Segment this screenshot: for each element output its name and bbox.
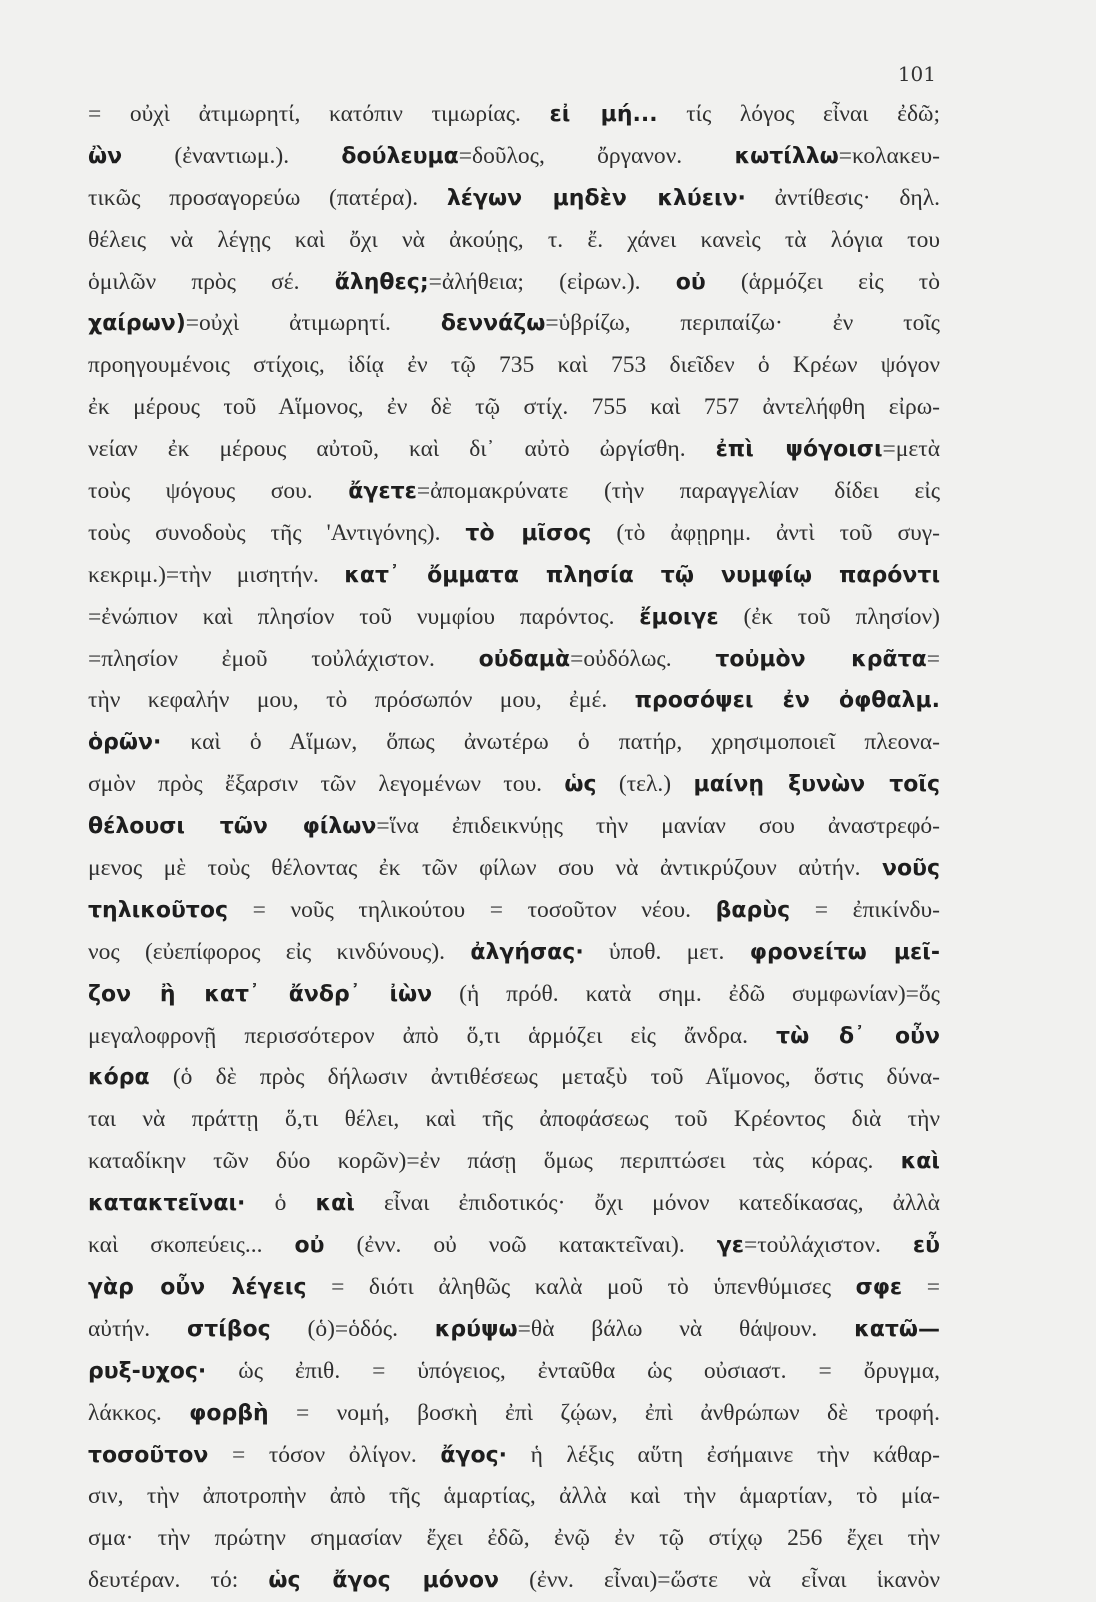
text-run: (ἡ πρόθ. κατὰ σημ. ἐδῶ συμφωνίαν)=ὅς: [432, 980, 940, 1007]
text-run: εἶναι ἐπιδοτικός· ὄχι μόνον κατεδίκασας, ἀλλὰ: [354, 1190, 940, 1217]
headword: φρονείτω μεῖ-: [749, 939, 940, 965]
text-run: τίς λόγος εἶναι ἐδῶ;: [657, 101, 941, 127]
text-run: ἀντίθεσις· δηλ.: [745, 184, 940, 211]
text-run: (ὁ)=ὁδός.: [270, 1315, 435, 1342]
text-run: (ἐνν. οὐ νοῶ κατακτεῖναι).: [324, 1232, 717, 1259]
headword: ἄγετε: [348, 479, 417, 505]
body-text: [88, 94, 940, 1602]
headword: εἰ μή...: [549, 102, 658, 127]
text-run: (τελ.): [596, 771, 694, 798]
headword: τηλικοῦτος: [88, 897, 228, 923]
text-line: [88, 262, 940, 304]
text-line: [88, 136, 940, 178]
text-run: =ὑβρίζω, περιπαίζω· ἐν τοῖς: [545, 310, 940, 337]
text-run: =θὰ βάλω νὰ θάψουν.: [517, 1315, 855, 1342]
headword: προσόψει ἐν ὀφθαλμ.: [634, 688, 941, 714]
text-run: ὁ: [245, 1190, 316, 1217]
text-run: ται νὰ πράττῃ ὅ,τι θέλει, καὶ τῆς ἀποφάσεως τοῦ Κρέοντος διὰ τὴν: [88, 1106, 940, 1133]
text-run: μεγαλοφρονῇ περισσότερον ἀπὸ ὅ,τι ἁρμόζει εἰς ἄνδρα.: [88, 1022, 777, 1049]
text-line: [88, 1309, 940, 1351]
headword: οὐ: [294, 1233, 325, 1259]
headword: τοὐμὸν κρᾶτα: [715, 646, 927, 672]
text-run: (ὁ δὲ πρὸς δήλωσιν ἀντιθέσεως μεταξὺ τοῦ Αἵμονος, ὅστις δύνα-: [149, 1064, 940, 1091]
text-line: [88, 848, 940, 890]
headword: ζον ἢ κατ᾽ ἄνδρ᾽ ἰὼν: [88, 981, 433, 1007]
text-line: [88, 639, 940, 681]
text-run: =ἵνα ἐπιδεικνύῃς τὴν μανίαν σου ἀναστρεφό-: [376, 813, 940, 840]
headword: καὶ: [315, 1191, 355, 1217]
text-line: [88, 806, 940, 848]
text-line: [88, 387, 940, 429]
headword: γὰρ οὖν λέγεις: [88, 1274, 307, 1300]
text-run: καταδίκην τῶν δύο κορῶν)=ἐν πάσῃ ὅμως περιπτώσει τὰς κόρας.: [88, 1148, 901, 1175]
text-run: = νοῦς τηλικούτου = τοσοῦτον νέου.: [228, 896, 716, 923]
headword: δούλευμα: [341, 143, 459, 169]
headword: θέλουσι τῶν φίλων: [88, 814, 377, 840]
text-run: (τὸ ἀφῃρημ. ἀντὶ τοῦ συγ-: [591, 519, 940, 546]
headword: φορβὴ: [189, 1400, 269, 1426]
text-run: (ἁρμόζει εἰς τὸ: [705, 268, 941, 295]
text-run: =: [902, 1273, 940, 1300]
text-line: [88, 597, 940, 639]
text-run: =ἐνώπιον καὶ πλησίον τοῦ νυμφίου παρόντος.: [88, 603, 640, 630]
headword: κατῶ—: [854, 1316, 940, 1342]
text-run: καὶ ὁ Αἵμων, ὅπως ἀνωτέρω ὁ πατήρ, χρησιμοποιεῖ πλεονα-: [161, 729, 940, 756]
headword: ἀλγήσας·: [470, 939, 584, 965]
text-line: [88, 764, 940, 806]
text-line: [88, 513, 940, 555]
headword: γε: [716, 1233, 744, 1259]
headword: ἄγος·: [440, 1442, 508, 1468]
text-line: [88, 1476, 940, 1518]
text-run: =οὐχὶ ἀτιμωρητί.: [185, 310, 441, 337]
text-run: σμὸν πρὸς ἔξαρσιν τῶν λεγομένων του.: [88, 771, 565, 798]
page-number: 101: [897, 62, 936, 86]
text-line: [88, 345, 940, 387]
text-line: [88, 722, 940, 764]
headword: βαρὺς: [715, 897, 791, 923]
headword: κρύψω: [434, 1316, 518, 1342]
text-run: νείαν ἐκ μέρους αὐτοῦ, καὶ δι᾽ αὐτὸ ὠργίσθη.: [88, 436, 716, 463]
text-line: [88, 303, 940, 345]
text-run: δευτέραν. τό:: [88, 1567, 269, 1594]
headword: οὐ: [675, 269, 706, 295]
headword: ἄληθες;: [334, 269, 429, 295]
headword: ὢν: [88, 143, 123, 169]
headword: λέγων μηδὲν κλύειν·: [446, 185, 746, 211]
headword: κατακτεῖναι·: [88, 1191, 246, 1217]
text-line: [88, 1016, 940, 1058]
headword: τοσοῦτον: [88, 1442, 209, 1468]
headword: στίβος: [187, 1316, 271, 1342]
headword: σφε: [855, 1274, 903, 1300]
text-line: [88, 94, 940, 136]
text-line: [88, 555, 940, 597]
text-line: [88, 1225, 940, 1267]
text-run: νος (εὐεπίφορος εἰς κινδύνους).: [88, 938, 471, 965]
headword: καὶ: [900, 1149, 940, 1175]
text-run: θέλεις νὰ λέγῃς καὶ ὄχι νὰ ἀκούῃς, τ. ἔ. χάνει κανεὶς τὰ λόγια του: [88, 226, 940, 253]
text-line: [88, 471, 940, 513]
text-run: τὴν κεφαλήν μου, τὸ πρόσωπόν μου, ἐμέ.: [88, 687, 635, 714]
text-line: [88, 1560, 940, 1602]
text-line: [88, 1435, 940, 1477]
text-run: =ἀπομακρύνατε (τὴν παραγγελίαν δίδει εἰς: [416, 478, 940, 505]
text-line: [88, 1141, 940, 1183]
text-run: =ἀλήθεια; (εἰρων.).: [428, 268, 676, 295]
headword: κατ᾽ ὄμματα πλησία τῷ νυμφίῳ παρόντι: [344, 562, 941, 588]
headword: ὁρῶν·: [88, 730, 162, 756]
text-line: [88, 1099, 940, 1141]
text-run: = οὐχὶ ἀτιμωρητί, κατόπιν τιμωρίας.: [88, 101, 550, 127]
text-run: ἡ λέξις αὕτη ἐσήμαινε τὴν κάθαρ-: [507, 1441, 940, 1468]
text-line: [88, 1351, 940, 1393]
headword: κόρα: [88, 1065, 150, 1091]
text-line: [88, 429, 940, 471]
text-run: ὁμιλῶν πρὸς σέ.: [88, 268, 335, 295]
text-run: σιν, τὴν ἀποτροπὴν ἀπὸ τῆς ἁμαρτίας, ἀλλὰ καὶ τὴν ἁμαρτίαν, τὸ μία-: [88, 1483, 940, 1510]
text-line: [88, 680, 940, 722]
text-line: [88, 1267, 940, 1309]
headword: κωτίλλω: [734, 143, 839, 169]
text-run: μενος μὲ τοὺς θέλοντας ἐκ τῶν φίλων σου νὰ ἀντικρύζουν αὐτήν.: [88, 855, 882, 882]
text-run: =πλησίον ἐμοῦ τοὐλάχιστον.: [88, 645, 479, 672]
text-line: [88, 178, 940, 220]
headword: χαίρων): [88, 311, 186, 337]
headword: μαίνῃ ξυνὼν τοῖς: [693, 772, 941, 798]
text-run: ὡς ἐπιθ. = ὑπόγειος, ἐνταῦθα ὡς οὐσιαστ. = ὄρυγμα,: [206, 1357, 940, 1384]
text-run: (ἐνν. εἶναι)=ὥστε νὰ εἶναι ἱκανὸν: [498, 1567, 940, 1594]
headword: δεννάζω: [440, 311, 546, 337]
text-run: ἐκ μέρους τοῦ Αἵμονος, ἐν δὲ τῷ στίχ. 755 καὶ 757 ἀντελήφθη εἰρω-: [88, 394, 940, 421]
text-line: [88, 1518, 940, 1560]
text-run: προηγουμένοις στίχοις, ἰδίᾳ ἐν τῷ 735 καὶ 753 διεῖδεν ὁ Κρέων ψόγον: [88, 352, 940, 379]
text-run: τοὺς συνοδοὺς τῆς 'Αντιγόνης).: [88, 519, 466, 546]
headword: τὼ δ᾽ οὖν: [776, 1023, 940, 1049]
text-run: =τοὐλάχιστον.: [743, 1232, 913, 1259]
headword: ὡς: [564, 772, 597, 798]
text-run: =: [926, 645, 941, 672]
text-run: = νομή, βοσκὴ ἐπὶ ζῴων, ἐπὶ ἀνθρώπων δὲ τροφή.: [268, 1399, 940, 1426]
text-run: (ἐναντιωμ.).: [122, 142, 342, 169]
text-run: αὐτήν.: [88, 1315, 188, 1342]
text-run: = ἐπικίνδυ-: [790, 896, 940, 923]
text-run: ὑποθ. μετ.: [583, 938, 750, 965]
headword: ἐπὶ ψόγοισι: [715, 437, 883, 463]
text-line: [88, 932, 940, 974]
text-line: [88, 220, 940, 262]
text-run: = διότι ἀληθῶς καλὰ μοῦ τὸ ὑπενθύμισες: [306, 1273, 856, 1300]
text-line: [88, 974, 940, 1016]
headword: οὐδαμὰ: [478, 646, 571, 672]
text-line: [88, 1057, 940, 1099]
text-run: =οὐδόλως.: [570, 645, 716, 672]
text-run: κεκριμ.)=τὴν μισητήν.: [88, 561, 345, 588]
text-run: (ἐκ τοῦ πλησίον): [718, 603, 940, 630]
text-run: = τόσον ὀλίγον.: [208, 1441, 441, 1468]
text-run: =κολακευ-: [838, 142, 940, 169]
text-run: λάκκος.: [88, 1399, 190, 1426]
headword: νοῦς: [882, 856, 940, 882]
headword: τὸ μῖσος: [465, 520, 592, 546]
headword: ἔμοιγε: [639, 604, 719, 630]
text-run: σμα· τὴν πρώτην σημασίαν ἔχει ἐδῶ, ἐνῷ ἐν τῷ στίχῳ 256 ἔχει τὴν: [88, 1525, 940, 1552]
headword: ὡς ἄγος μόνον: [268, 1568, 499, 1594]
headword: εὖ: [912, 1233, 940, 1259]
text-line: [88, 1183, 940, 1225]
text-line: [88, 890, 940, 932]
text-run: τοὺς ψόγους σου.: [88, 478, 349, 505]
headword: ρυξ-υχος·: [88, 1358, 207, 1384]
text-run: =μετὰ: [882, 436, 941, 463]
text-run: =δοῦλος, ὄργανον.: [458, 142, 735, 169]
text-line: [88, 1393, 940, 1435]
text-run: τικῶς προσαγορεύω (πατέρα).: [88, 184, 447, 211]
text-run: καὶ σκοπεύεις...: [88, 1232, 295, 1259]
